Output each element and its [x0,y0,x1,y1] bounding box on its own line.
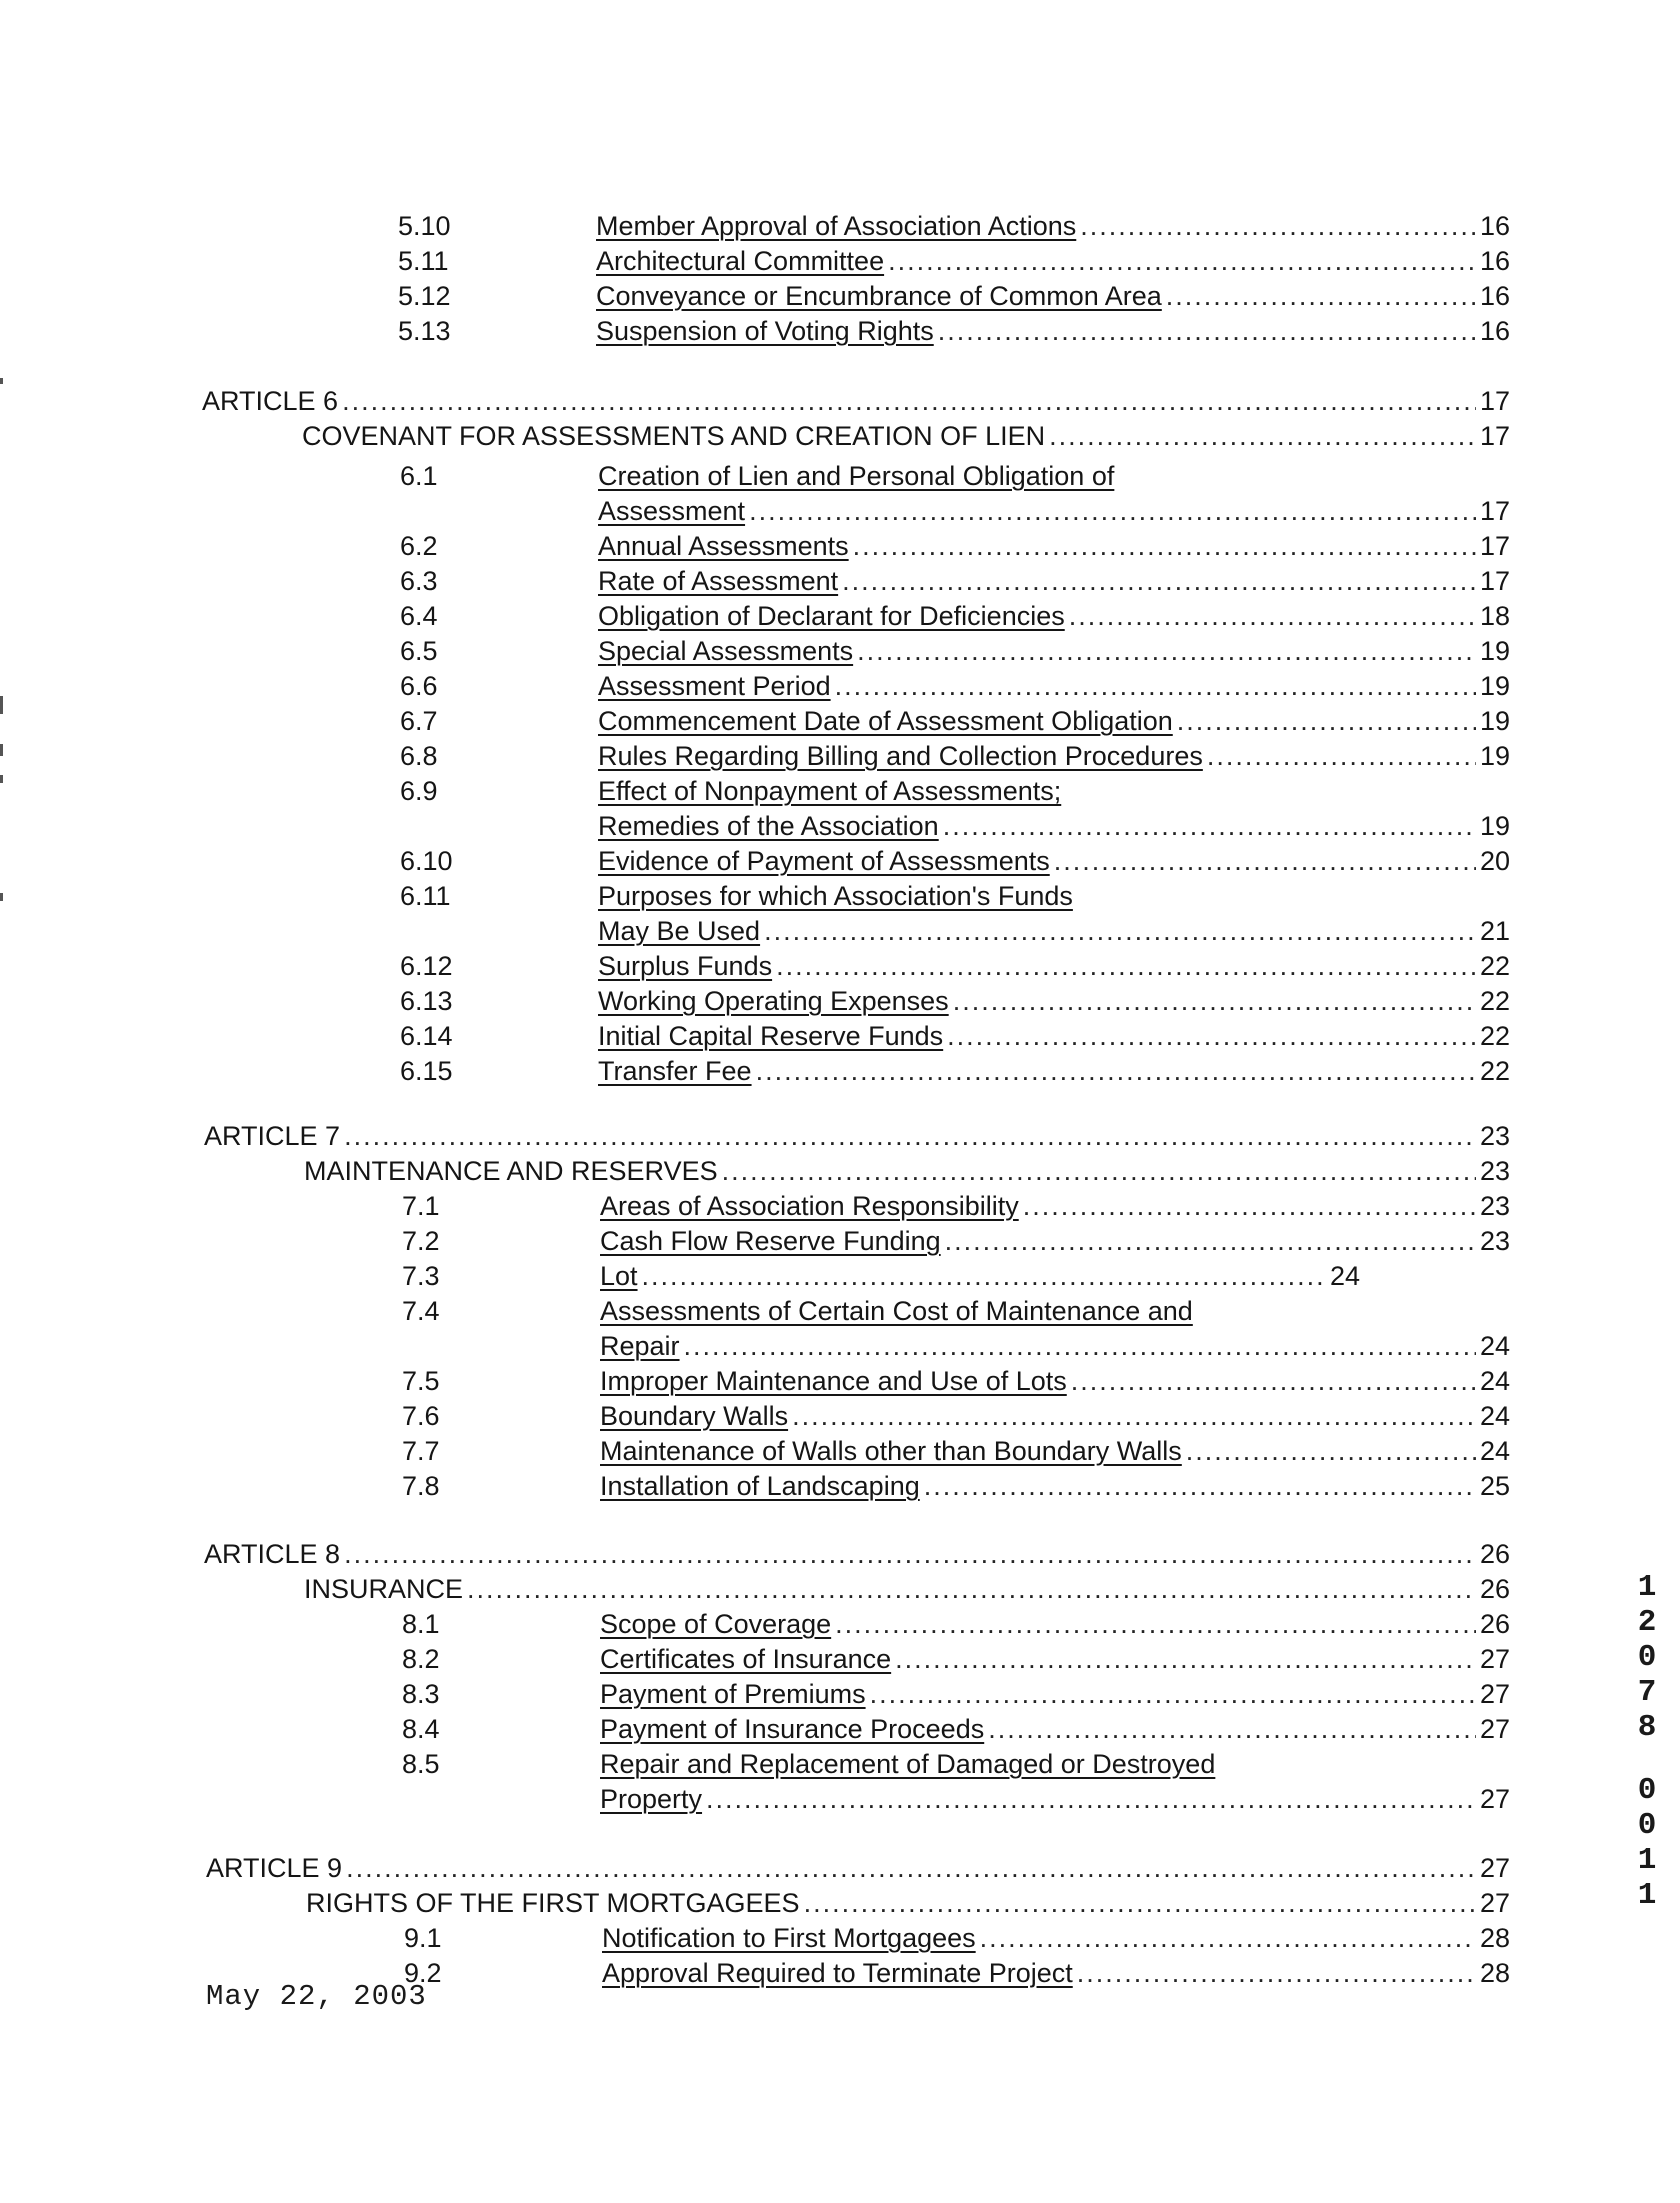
entry-page: 23 [1479,1226,1510,1256]
toc-entry[interactable] [596,210,1510,242]
entry-title[interactable]: Cash Flow Reserve Funding [600,1226,941,1256]
dot-leader [941,1225,1476,1257]
dot-leader [939,810,1476,842]
entry-page: 22 [1479,986,1510,1016]
entry-number: 7.1 [402,1191,440,1221]
entry-number: 6.8 [400,741,438,771]
entry-title[interactable]: Payment of Insurance Proceeds [600,1714,985,1744]
dot-leader [772,950,1476,982]
toc-entry[interactable] [600,1643,1510,1675]
stamp-digit: 2 [1637,1605,1657,1640]
toc-entry[interactable] [602,1922,1510,1954]
entry-page: 19 [1479,636,1510,666]
dot-leader [976,1922,1476,1954]
entry-page: 28 [1479,1958,1510,1988]
entry-page: 23 [1479,1156,1510,1186]
toc-entry[interactable] [598,1020,1510,1052]
dot-leader [1173,705,1476,737]
entry-title[interactable]: Member Approval of Association Actions [596,211,1077,241]
entry-number: 7.8 [402,1471,440,1501]
entry-title-line1[interactable]: Creation of Lien and Personal Obligation of [598,461,1115,491]
entry-number: 6.14 [400,1021,453,1051]
toc-entry[interactable] [596,315,1510,347]
entry-title-line1[interactable]: Repair and Replacement of Damaged or Destroyed [600,1749,1216,1779]
dot-leader [1065,600,1476,632]
entry-number: 5.10 [398,211,451,241]
entry-page: 19 [1479,706,1510,736]
entry-page: 24 [1479,1436,1510,1466]
article-heading[interactable] [202,385,1510,417]
entry-title[interactable]: Initial Capital Reserve Funds [598,1021,944,1051]
article-title[interactable] [304,1573,1510,1605]
entry-number: 8.4 [402,1714,440,1744]
toc-entry[interactable] [598,635,1510,667]
scan-margin-mark [0,696,3,714]
scan-margin-mark [0,744,3,756]
entry-title[interactable]: Assessment Period [598,671,831,701]
entry-title[interactable]: Repair [600,1331,680,1361]
dot-leader [884,245,1476,277]
entry-title[interactable]: Special Assessments [598,636,854,666]
entry-page: 23 [1479,1191,1510,1221]
entry-page: 17 [1479,386,1510,416]
dot-leader [638,1260,1328,1292]
entry-page: 25 [1479,1471,1510,1501]
entry-title[interactable]: Evidence of Payment of Assessments [598,846,1050,876]
entry-page: 24 [1479,1331,1510,1361]
entry-page: 24 [1479,1401,1510,1431]
entry-title-line1[interactable]: Effect of Nonpayment of Assessments; [598,776,1062,806]
entry-page: 19 [1479,671,1510,701]
scan-margin-mark [0,893,3,901]
dot-leader [934,315,1476,347]
footer-date: May 22, 2003 [206,1980,427,2013]
entry-title[interactable]: Commencement Date of Assessment Obligation [598,706,1173,736]
entry-title[interactable]: Property [600,1784,703,1814]
entry-title[interactable]: Surplus Funds [598,951,773,981]
dot-leader [891,1643,1476,1675]
toc-entry[interactable] [598,915,1510,947]
dot-leader [340,1538,1476,1570]
stamp-digit: 0 [1637,1773,1657,1808]
entry-number: 5.12 [398,281,451,311]
dot-leader [680,1330,1476,1362]
entry-page: 17 [1479,566,1510,596]
toc-entry[interactable] [600,1225,1510,1257]
dot-leader [1203,740,1476,772]
toc-entry[interactable] [600,1330,1510,1362]
entry-title-line1[interactable]: Assessments of Certain Cost of Maintenance and [600,1296,1193,1326]
entry-title[interactable]: Remedies of the Association [598,811,939,841]
dot-leader [849,530,1476,562]
dot-leader [838,565,1476,597]
toc-entry[interactable] [598,495,1510,527]
toc-entry[interactable] [598,1055,1510,1087]
stamp-digit: 1 [1637,1878,1657,1913]
entry-title[interactable]: Improper Maintenance and Use of Lots [600,1366,1067,1396]
dot-leader [943,1020,1476,1052]
toc-entry-line1[interactable] [598,460,1114,492]
dot-leader [342,1852,1476,1884]
entry-title[interactable]: Scope of Coverage [600,1609,832,1639]
dot-leader [920,1470,1476,1502]
toc-entry[interactable] [600,1365,1510,1397]
dot-leader [866,1678,1476,1710]
toc-entry[interactable] [600,1190,1510,1222]
dot-leader [984,1713,1476,1745]
entry-number: 8.1 [402,1609,440,1639]
entry-title[interactable]: Obligation of Declarant for Deficiencies [598,601,1065,631]
entry-number: 9.1 [404,1923,442,1953]
entry-number: 7.7 [402,1436,440,1466]
entry-page: 27 [1479,1714,1510,1744]
entry-page: 16 [1479,246,1510,276]
entry-page: 26 [1479,1539,1510,1569]
entry-number: 6.10 [400,846,453,876]
dot-leader [1045,420,1476,452]
entry-title[interactable]: Assessment [598,496,746,526]
article-heading[interactable] [204,1538,1510,1570]
stamp-digit: 8 [1637,1710,1657,1745]
entry-page: 21 [1479,916,1510,946]
toc-entry[interactable] [598,845,1510,877]
dot-leader [702,1783,1476,1815]
toc-entry[interactable] [600,1470,1510,1502]
entry-page: 17 [1479,421,1510,451]
entry-number: 6.13 [400,986,453,1016]
dot-leader [1067,1365,1476,1397]
dot-leader [1182,1435,1476,1467]
toc-entry[interactable] [596,245,1510,277]
stamp-digit: 7 [1637,1675,1657,1710]
entry-number: 6.5 [400,636,438,666]
entry-title[interactable]: Annual Assessments [598,531,849,561]
article-heading[interactable] [204,1120,1510,1152]
entry-number: 6.1 [400,461,438,491]
entry-number: 6.3 [400,566,438,596]
entry-title[interactable]: Conveyance or Encumbrance of Common Area [596,281,1162,311]
toc-entry[interactable] [598,670,1510,702]
toc-entry[interactable] [598,600,1510,632]
stamp-digit: 1 [1637,1570,1657,1605]
entry-title[interactable]: Approval Required to Terminate Project [602,1958,1073,1988]
entry-page: 27 [1479,1679,1510,1709]
toc-entry-line1[interactable] [600,1748,1215,1780]
toc-entry[interactable] [600,1608,1510,1640]
entry-page: 27 [1479,1644,1510,1674]
stamp-digit: 1 [1637,1843,1657,1878]
article-title-label: COVENANT FOR ASSESSMENTS AND CREATION OF LIEN [302,421,1046,451]
entry-number: 8.2 [402,1644,440,1674]
toc-entry[interactable] [600,1435,1510,1467]
entry-title[interactable]: Notification to First Mortgagees [602,1923,976,1953]
toc-entry[interactable] [598,810,1510,842]
article-title-label: MAINTENANCE AND RESERVES [304,1156,718,1186]
entry-number: 9.2 [404,1958,442,1988]
dot-leader [800,1887,1476,1919]
entry-number: 5.11 [398,246,449,276]
entry-number: 5.13 [398,316,451,346]
article-title[interactable] [306,1887,1510,1919]
dot-leader [340,1120,1476,1152]
entry-page: 16 [1479,211,1510,241]
stamp-digit: 0 [1637,1640,1657,1675]
entry-page: 23 [1479,1121,1510,1151]
dot-leader [745,495,1476,527]
entry-title[interactable]: Maintenance of Walls other than Boundary Walls [600,1436,1182,1466]
dot-leader [760,915,1476,947]
toc-entry[interactable] [600,1783,1510,1815]
dot-leader [853,635,1476,667]
entry-title[interactable]: May Be Used [598,916,761,946]
article-title[interactable] [304,1155,1510,1187]
entry-page: 27 [1479,1853,1510,1883]
entry-title[interactable]: Working Operating Expenses [598,986,949,1016]
entry-page: 16 [1479,316,1510,346]
entry-page: 19 [1479,811,1510,841]
entry-page: 22 [1479,1056,1510,1086]
entry-number: 6.6 [400,671,438,701]
entry-title[interactable]: Certificates of Insurance [600,1644,892,1674]
entry-number: 6.11 [400,881,451,911]
scan-margin-mark [0,378,3,384]
dot-leader [1162,280,1476,312]
entry-title[interactable]: Rate of Assessment [598,566,839,596]
entry-number: 6.9 [400,776,438,806]
dot-leader [949,985,1476,1017]
dot-leader [831,1608,1476,1640]
stamp-gap [1630,1745,1664,1773]
entry-page: 18 [1479,601,1510,631]
article-heading[interactable] [206,1852,1510,1884]
entry-page: 22 [1479,951,1510,981]
dot-leader [752,1055,1476,1087]
toc-entry-line1[interactable] [598,880,1073,912]
toc-entry[interactable] [598,565,1510,597]
entry-title[interactable]: Suspension of Voting Rights [596,316,934,346]
dot-leader [1050,845,1476,877]
toc-entry[interactable] [598,985,1510,1017]
toc-entry[interactable] [600,1678,1510,1710]
toc-entry[interactable] [602,1957,1510,1989]
entry-title[interactable]: Rules Regarding Billing and Collection Procedures [598,741,1203,771]
entry-page: 24 [1479,1366,1510,1396]
article-label: ARTICLE 7 [204,1121,341,1151]
entry-title[interactable]: Areas of Association Responsibility [600,1191,1019,1221]
entry-page: 26 [1479,1574,1510,1604]
article-title-label: RIGHTS OF THE FIRST MORTGAGEES [306,1888,800,1918]
dot-leader [718,1155,1476,1187]
entry-page: 27 [1479,1888,1510,1918]
entry-number: 6.12 [400,951,453,981]
dot-leader [1073,1957,1476,1989]
entry-number: 8.3 [402,1679,440,1709]
toc-entry-line1[interactable] [600,1295,1193,1327]
dot-leader [463,1573,1476,1605]
scan-margin-mark [0,775,3,783]
toc-entry[interactable] [598,950,1510,982]
dot-leader [831,670,1476,702]
entry-page: 17 [1479,531,1510,561]
dot-leader [1076,210,1476,242]
entry-title[interactable]: Architectural Committee [596,246,885,276]
entry-number: 6.7 [400,706,438,736]
toc-entry[interactable] [596,280,1510,312]
toc-entry[interactable] [600,1713,1510,1745]
stamp-digit: 0 [1637,1808,1657,1843]
article-label: ARTICLE 9 [206,1853,343,1883]
article-title-label: INSURANCE [304,1574,464,1604]
entry-number: 7.4 [402,1296,440,1326]
entry-title[interactable]: Installation of Landscaping [600,1471,920,1501]
entry-number: 7.2 [402,1226,440,1256]
entry-page: 20 [1479,846,1510,876]
entry-number: 6.15 [400,1056,453,1086]
entry-page: 17 [1479,496,1510,526]
entry-page: 26 [1479,1609,1510,1639]
toc-entry[interactable] [600,1400,1510,1432]
toc-entry[interactable] [598,740,1510,772]
entry-page: 24 [1329,1261,1360,1291]
toc-entry[interactable] [598,530,1510,562]
entry-number: 7.5 [402,1366,440,1396]
entry-number: 6.2 [400,531,438,561]
entry-title[interactable]: Transfer Fee [598,1056,752,1086]
article-label: ARTICLE 8 [204,1539,341,1569]
entry-page: 16 [1479,281,1510,311]
toc-entry[interactable] [598,705,1510,737]
dot-leader [1019,1190,1476,1222]
entry-number: 8.5 [402,1749,440,1779]
dot-leader [788,1400,1476,1432]
entry-title-line1[interactable]: Purposes for which Association's Funds [598,881,1073,911]
toc-entry-line1[interactable] [598,775,1061,807]
entry-page: 19 [1479,741,1510,771]
entry-title[interactable]: Lot [600,1261,638,1291]
entry-title[interactable]: Payment of Premiums [600,1679,866,1709]
article-title[interactable] [302,420,1510,452]
entry-page: 27 [1479,1784,1510,1814]
dot-leader [338,385,1476,417]
article-label: ARTICLE 6 [202,386,339,416]
entry-number: 7.3 [402,1261,440,1291]
entry-number: 7.6 [402,1401,440,1431]
entry-title[interactable]: Boundary Walls [600,1401,789,1431]
entry-page: 28 [1479,1923,1510,1953]
recording-number-stamp [1630,1570,1664,1913]
toc-entry[interactable] [600,1260,1360,1292]
entry-page: 22 [1479,1021,1510,1051]
entry-number: 6.4 [400,601,438,631]
